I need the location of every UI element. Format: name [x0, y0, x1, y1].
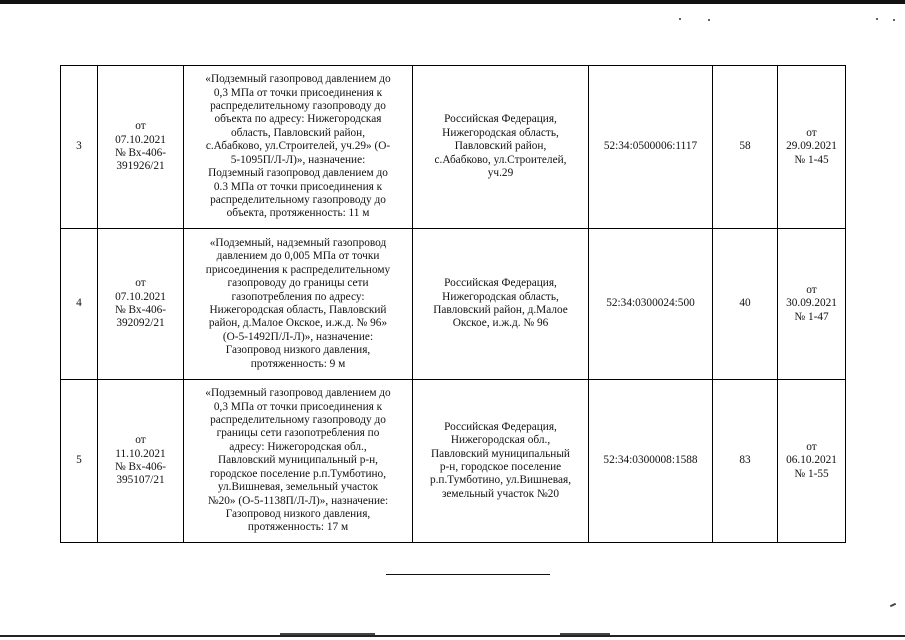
address-line: Нижегородская обл., — [450, 434, 551, 447]
permit-date-line: № 1-55 — [794, 467, 829, 480]
registration-cell — [98, 229, 184, 380]
description-line: 0,3 МПа от точки присоединения к — [213, 400, 383, 413]
description-line: протяженность: 9 м — [250, 357, 346, 370]
registration-line: 392092/21 — [116, 317, 165, 330]
row-number: 3 — [61, 66, 98, 229]
description-line: «Подземный, надземный газопровод — [209, 236, 387, 249]
address-line: Российская Федерация, — [444, 420, 557, 433]
registration-cell — [98, 66, 184, 229]
row-number: 5 — [61, 380, 98, 543]
description-line: Газопровод низкого давления, — [225, 507, 371, 520]
permit-date-line: от 30.09.2021 — [786, 283, 837, 310]
cadastral-number: 52:34:0500006:1117 — [589, 66, 713, 229]
description-line: Подземный газопровод давлением до — [208, 167, 388, 180]
description-line: распределительному газопроводу до — [210, 414, 386, 427]
description-line: (О-5-1492П/Л-Л)», назначение: — [222, 330, 374, 343]
description-line: Газопровод низкого давления, — [225, 344, 371, 357]
description-line: присоединения к распределительному — [205, 263, 391, 276]
registration-line: 395107/21 — [116, 474, 165, 487]
permit-date-line: от 06.10.2021 — [786, 440, 837, 467]
table-row — [61, 66, 846, 229]
address-cell — [413, 380, 589, 543]
address-cell — [413, 66, 589, 229]
address-line: р-н, городское поселение — [439, 461, 562, 473]
description-line: объекта по адресу: Нижегородская — [214, 113, 382, 126]
object-description-cell — [184, 66, 413, 229]
registration-line: № Вх-406- — [114, 147, 167, 159]
table-row — [61, 380, 846, 543]
description-line: адресу: Нижегородская обл., — [229, 440, 367, 453]
description-line: район, д.Малое Окское, и.ж.д. № 96» — [208, 317, 388, 330]
scan-speck — [893, 19, 895, 21]
address-line: земельный участок №20 — [441, 487, 560, 500]
registration-line: № Вх-406- — [114, 461, 167, 473]
description-line: «Подземный газопровод давлением до — [205, 387, 391, 400]
registration-line: от — [135, 434, 146, 447]
permit-date-line: № 1-45 — [794, 153, 829, 166]
permit-date-line: от 29.09.2021 — [786, 126, 837, 153]
address-cell — [413, 229, 589, 380]
scan-mark — [890, 603, 896, 607]
description-line: 0.3 МПа от точки присоединения к — [213, 180, 383, 193]
address-line: р.п.Тумботино, ул.Вишневая, — [429, 474, 572, 487]
permit-date-cell — [778, 229, 846, 380]
description-line: распределительному газопроводу до — [210, 193, 386, 206]
description-line: с.Абабково, ул.Строителей, уч.29» (О- — [205, 140, 391, 153]
cadastral-number: 52:34:0300024:500 — [589, 229, 713, 380]
registration-line: от — [135, 120, 146, 133]
object-description-cell — [184, 380, 413, 543]
address-line: Павловский муниципальный — [431, 447, 570, 460]
registration-line: 07.10.2021 — [115, 133, 166, 146]
description-line: распределительному газопроводу до — [210, 100, 386, 113]
object-description-cell — [184, 229, 413, 380]
scan-fragment — [560, 633, 610, 635]
address-line: уч.29 — [487, 167, 514, 180]
description-line: «Подземный газопровод давлением до — [205, 73, 391, 86]
description-line: область, Павловский район, — [230, 126, 366, 139]
description-line: 5-1095П/Л-Л)», назначение: — [230, 153, 366, 166]
scan-speck — [708, 19, 710, 21]
description-line: газопроводу до границы сети — [227, 277, 369, 290]
description-line: ул.Вишневая, земельный участок — [217, 481, 379, 494]
description-line: давлением до 0,005 МПа от точки — [216, 250, 380, 263]
row-number: 4 — [61, 229, 98, 380]
end-of-table-rule — [386, 574, 550, 575]
registration-line: 391926/21 — [116, 160, 165, 173]
description-line: Нижегородская область, Павловский — [209, 304, 387, 316]
description-line: 0,3 МПа от точки присоединения к — [213, 86, 383, 99]
page-bottom-border — [0, 635, 905, 637]
registration-line: 07.10.2021 — [115, 290, 166, 303]
cadastral-number: 52:34:0300008:1588 — [589, 380, 713, 543]
address-line: Нижегородская область, — [442, 290, 559, 303]
description-line: №20» (О-5-1138П/Л-Л)», назначение: — [207, 494, 389, 507]
permit-date-cell — [778, 66, 846, 229]
page-top-border — [0, 0, 905, 4]
registration-cell — [98, 380, 184, 543]
registry-table — [60, 65, 846, 543]
area-value: 83 — [713, 380, 778, 543]
registration-line: от — [135, 277, 146, 290]
address-line: Нижегородская область, — [442, 126, 559, 139]
description-line: объекта, протяженность: 11 м — [226, 207, 370, 220]
registration-line: № Вх-406- — [114, 304, 167, 316]
address-line: Павловский район, д.Малое — [433, 304, 568, 316]
description-line: городское поселение р.п.Тумботино, — [209, 467, 387, 480]
table-row — [61, 229, 846, 380]
description-line: протяженность: 17 м — [247, 521, 349, 534]
address-line: Окское, и.ж.д. № 96 — [452, 317, 549, 330]
address-line: Российская Федерация, — [444, 277, 557, 290]
address-line: Павловский район, — [454, 140, 547, 153]
permit-date-line: № 1-47 — [794, 310, 829, 323]
area-value: 58 — [713, 66, 778, 229]
registration-line: 11.10.2021 — [115, 447, 166, 460]
description-line: границы сети газопотребления по — [216, 427, 380, 440]
address-line: Российская Федерация, — [444, 113, 557, 126]
permit-date-cell — [778, 380, 846, 543]
scan-speck — [876, 18, 878, 20]
scan-fragment — [280, 633, 375, 635]
description-line: Павловский муниципальный р-н, — [217, 454, 379, 467]
address-line: с.Абабково, ул.Строителей, — [434, 153, 567, 166]
description-line: газопотребления по адресу: — [231, 290, 365, 303]
scan-speck — [679, 18, 681, 20]
area-value: 40 — [713, 229, 778, 380]
